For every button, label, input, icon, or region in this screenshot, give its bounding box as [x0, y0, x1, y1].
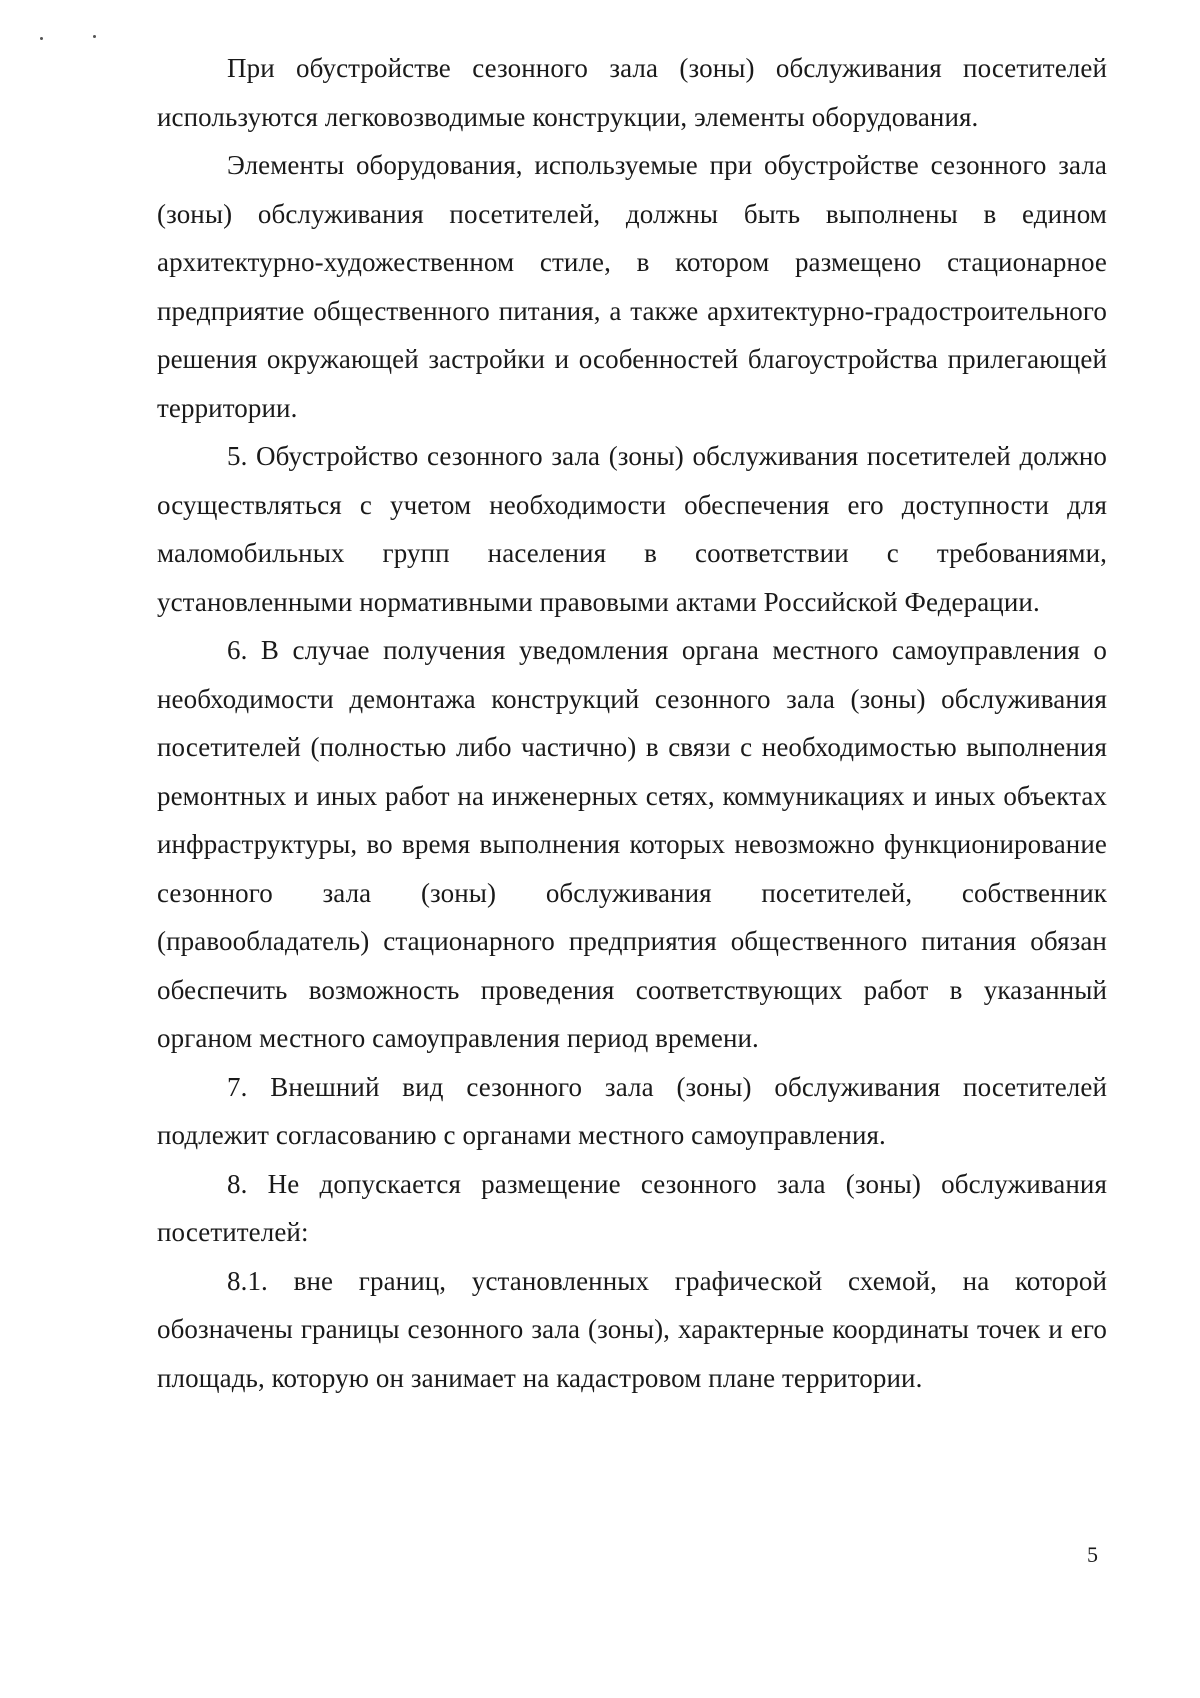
paragraph-item-6: 6. В случае получения уведомления органа местного самоуправления о необходимости демонтажа конструкций сезонного зала (зоны) обслуживания посетителей (полностью либо частично) в связи с необходимостью выполнения ремонтных и иных работ на инженерных сетях, коммуникациях и иных объектах инфраструктуры, во время выполнения которых невозможно функционирование сезонного зала (зоны) обслуживания посетителей, собственник (правообладатель) стационарного предприятия общественного питания обязан обеспечить возможность проведения соответствующих работ в указанный органом местного самоуправления период времени.	[157, 635, 1107, 1053]
paragraph-item-8: 8. Не допускается размещение сезонного зала (зоны) обслуживания посетителей:	[157, 1168, 1107, 1247]
paragraph-item-5: 5. Обустройство сезонного зала (зоны) обслуживания посетителей должно осуществляться с учетом необходимости обеспечения его доступности для маломобильных групп населения в соответствии с требованиями, установленными нормативными правовыми актами Российской Федерации.	[157, 441, 1107, 617]
paragraph-item-8-1: 8.1. вне границ, установленных графической схемой, на которой обозначены границы сезонного зала (зоны), характерные координаты точек и его площадь, которую он занимает на кадастровом плане территории.	[157, 1265, 1107, 1393]
paragraph-equipment-style: Элементы оборудования, используемые при обустройстве сезонного зала (зоны) обслуживания посетителей, должны быть выполнены в едином архитектурно-художественном стиле, в котором размещено стационарное предприятие общественного питания, а также архитектурно-градостроительного решения окружающей застройки и особенностей благоустройства прилегающей территории.	[157, 150, 1107, 423]
scan-speck	[40, 37, 43, 40]
page-number: 5	[1087, 1542, 1098, 1567]
paragraph-intro: При обустройстве сезонного зала (зоны) обслуживания посетителей используются легковозводимые конструкции, элементы оборудования.	[157, 53, 1107, 132]
paragraph-item-7: 7. Внешний вид сезонного зала (зоны) обслуживания посетителей подлежит согласованию с органами местного самоуправления.	[157, 1071, 1107, 1150]
scan-speck	[93, 35, 96, 38]
document-body	[157, 44, 1107, 1402]
